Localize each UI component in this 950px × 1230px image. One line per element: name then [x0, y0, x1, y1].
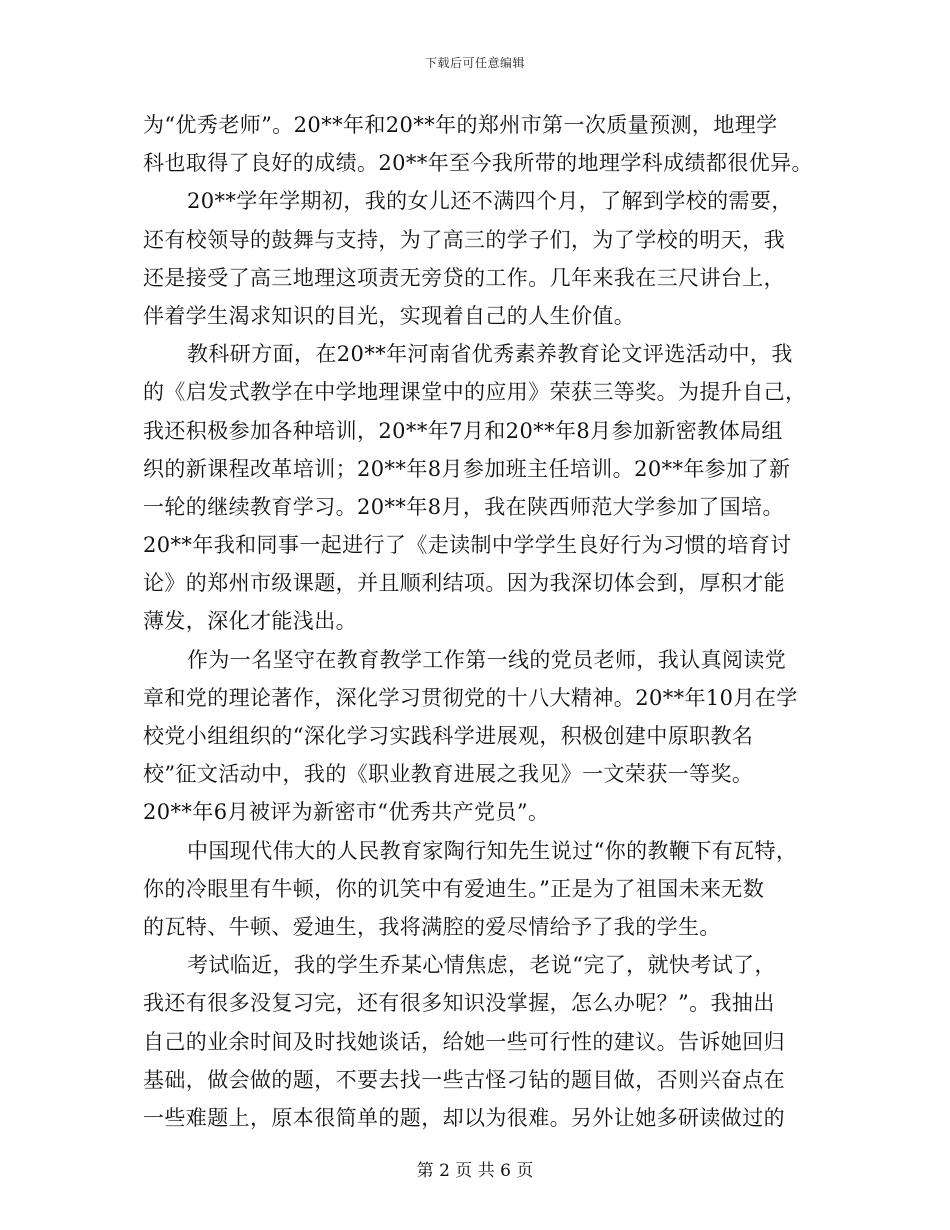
- text-line: 论》的郑州市级课题，并且顺利结项。因为我深切体会到，厚积才能: [143, 571, 785, 596]
- text-line: 基础，做会做的题，不要去找一些古怪刁钻的题目做，否则兴奋点在: [143, 1067, 785, 1092]
- text-line: 中国现代伟大的人民教育家陶行知先生说过“你的教鞭下有瓦特，: [187, 838, 798, 863]
- text-line: 自己的业余时间及时找她谈话，给她一些可行性的建议。告诉她回归: [143, 1029, 785, 1054]
- text-line: 校党小组组织的“深化学习实践科学进展观，积极创建中原职教名: [143, 724, 754, 748]
- text-line: 织的新课程改革培训；20**年8月参加班主任培训。20**年参加了新: [143, 456, 791, 481]
- text-line: 考试临近，我的学生乔某心情焦虑，老说“完了，就快考试了，: [187, 953, 776, 978]
- text-line: 你的冷眼里有牛顿，你的讥笑中有爱迪生。”正是为了祖国未来无数: [143, 876, 765, 901]
- text-line: 的瓦特、牛顿、爱迪生，我将满腔的爱尽情给予了我的学生。: [143, 914, 721, 939]
- text-line: 我还有很多没复习完，还有很多知识没掌握，怎么办呢？”。我抽出: [143, 991, 775, 1016]
- text-line: 校”征文活动中，我的《职业教育进展之我见》一文荣获一等奖。: [143, 762, 754, 787]
- text-line: 科也取得了良好的成绩。20**年至今我所带的地理学科成绩都很优异。: [143, 151, 813, 176]
- text-line: 为“优秀老师”。20**年和20**年的郑州市第一次质量预测，地理学: [143, 113, 778, 137]
- document-body: [143, 106, 823, 1137]
- text-line: 20**年6月被评为新密市“优秀共产党员”。: [143, 800, 550, 825]
- text-line: 一些难题上，原本很简单的题，却以为很难。另外让她多研读做过的: [143, 1105, 785, 1130]
- text-line: 20**学年学期初，我的女儿还不满四个月，了解到学校的需要，: [187, 189, 793, 214]
- text-line: 教科研方面，在20**年河南省优秀素养教育论文评选活动中，我: [187, 342, 793, 367]
- text-line: 一轮的继续教育学习。20**年8月，我在陕西师范大学参加了国培。: [143, 494, 784, 519]
- text-line: 伴着学生渴求知识的目光，实现着自己的人生价值。: [143, 303, 636, 328]
- page-header-note: 下载后可任意编辑: [424, 56, 525, 70]
- text-line: 还有校领导的鼓舞与支持，为了高三的学子们，为了学校的明天，我: [143, 227, 785, 252]
- text-line: 作为一名坚守在教育教学工作第一线的党员老师，我认真阅读党: [187, 647, 787, 672]
- page-number-footer: 第 2 页 共 6 页: [416, 1161, 534, 1181]
- text-line: 20**年我和同事一起进行了《走读制中学学生良好行为习惯的培育讨: [143, 533, 792, 558]
- text-line: 我还积极参加各种培训，20**年7月和20**年8月参加新密教体局组: [143, 418, 783, 443]
- text-line: 的《启发式教学在中学地理课堂中的应用》荣获三等奖。为提升自己，: [143, 380, 807, 405]
- text-line: 薄发，深化才能浅出。: [143, 609, 357, 634]
- text-line: 章和党的理论著作，深化学习贯彻党的十八大精神。20**年10月在学: [143, 685, 798, 710]
- text-line: 还是接受了高三地理这项责无旁贷的工作。几年来我在三尺讲台上，: [143, 265, 785, 290]
